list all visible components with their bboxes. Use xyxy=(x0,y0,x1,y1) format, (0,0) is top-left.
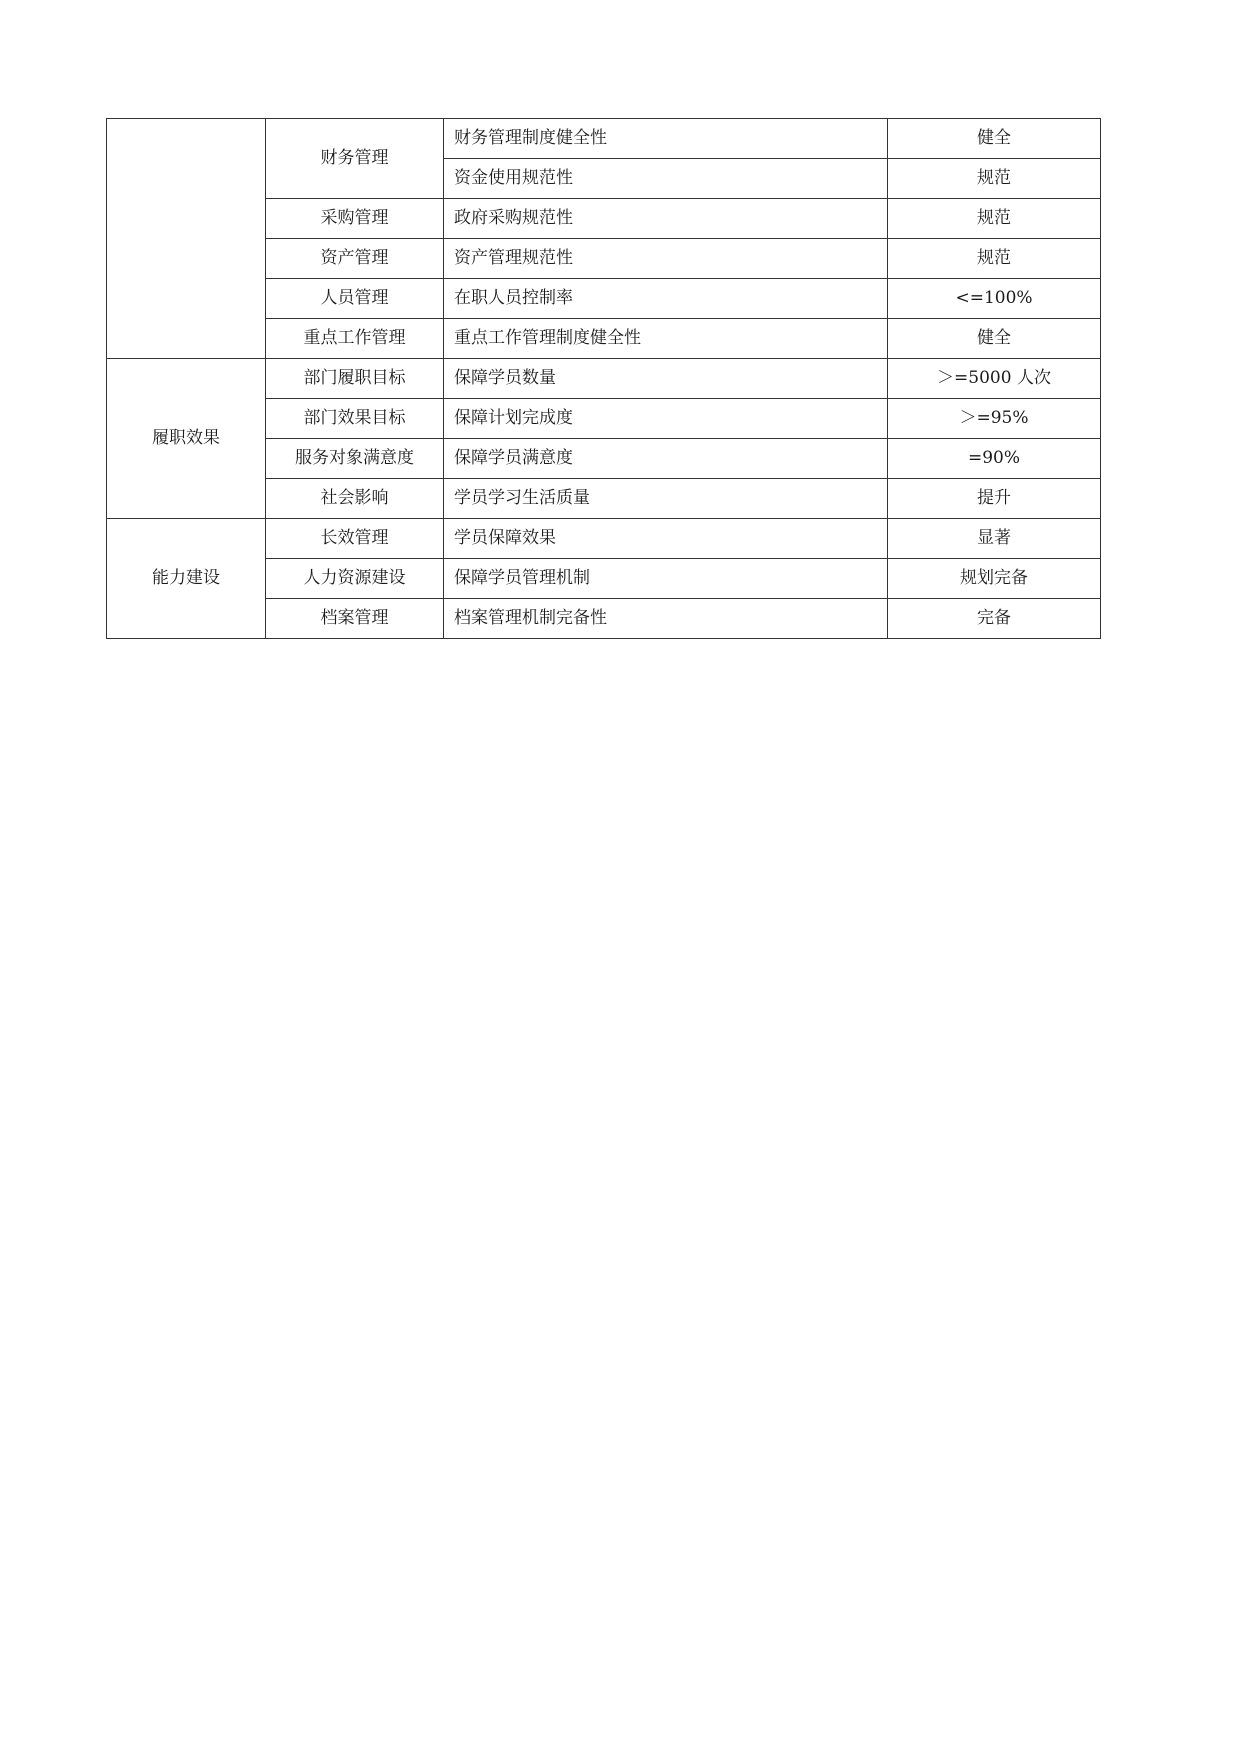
value-cell: 规范 xyxy=(888,199,1101,239)
indicator-cell: 保障学员满意度 xyxy=(444,439,888,479)
indicator-cell: 重点工作管理制度健全性 xyxy=(444,319,888,359)
indicator-cell: 学员学习生活质量 xyxy=(444,479,888,519)
table-row xyxy=(107,119,1101,159)
value-cell: ＞=95% xyxy=(888,399,1101,439)
level1-cell-blank xyxy=(107,119,266,359)
level1-cell: 能力建设 xyxy=(107,519,266,639)
table-row xyxy=(107,359,1101,399)
level2-cell: 长效管理 xyxy=(266,519,444,559)
level2-cell: 采购管理 xyxy=(266,199,444,239)
indicator-cell: 保障计划完成度 xyxy=(444,399,888,439)
value-cell: 规范 xyxy=(888,239,1101,279)
indicator-cell: 在职人员控制率 xyxy=(444,279,888,319)
level2-cell: 重点工作管理 xyxy=(266,319,444,359)
value-cell: <=100% xyxy=(888,279,1101,319)
table-row xyxy=(107,519,1101,559)
indicator-cell: 档案管理机制完备性 xyxy=(444,599,888,639)
indicator-cell: 财务管理制度健全性 xyxy=(444,119,888,159)
indicator-cell: 学员保障效果 xyxy=(444,519,888,559)
value-cell: 规划完备 xyxy=(888,559,1101,599)
value-cell: 提升 xyxy=(888,479,1101,519)
level2-cell: 部门履职目标 xyxy=(266,359,444,399)
indicator-cell: 保障学员数量 xyxy=(444,359,888,399)
performance-indicator-table xyxy=(106,118,1101,639)
level2-cell: 财务管理 xyxy=(266,119,444,199)
level2-cell: 社会影响 xyxy=(266,479,444,519)
value-cell: 完备 xyxy=(888,599,1101,639)
level2-cell: 服务对象满意度 xyxy=(266,439,444,479)
indicator-cell: 资产管理规范性 xyxy=(444,239,888,279)
value-cell: =90% xyxy=(888,439,1101,479)
level2-cell: 资产管理 xyxy=(266,239,444,279)
value-cell: 规范 xyxy=(888,159,1101,199)
level2-cell: 人力资源建设 xyxy=(266,559,444,599)
value-cell: 健全 xyxy=(888,319,1101,359)
value-cell: 健全 xyxy=(888,119,1101,159)
level2-cell: 档案管理 xyxy=(266,599,444,639)
level1-cell: 履职效果 xyxy=(107,359,266,519)
value-cell: 显著 xyxy=(888,519,1101,559)
indicator-cell: 政府采购规范性 xyxy=(444,199,888,239)
level2-cell: 部门效果目标 xyxy=(266,399,444,439)
indicator-cell: 保障学员管理机制 xyxy=(444,559,888,599)
value-cell: ＞=5000 人次 xyxy=(888,359,1101,399)
indicator-cell: 资金使用规范性 xyxy=(444,159,888,199)
level2-cell: 人员管理 xyxy=(266,279,444,319)
